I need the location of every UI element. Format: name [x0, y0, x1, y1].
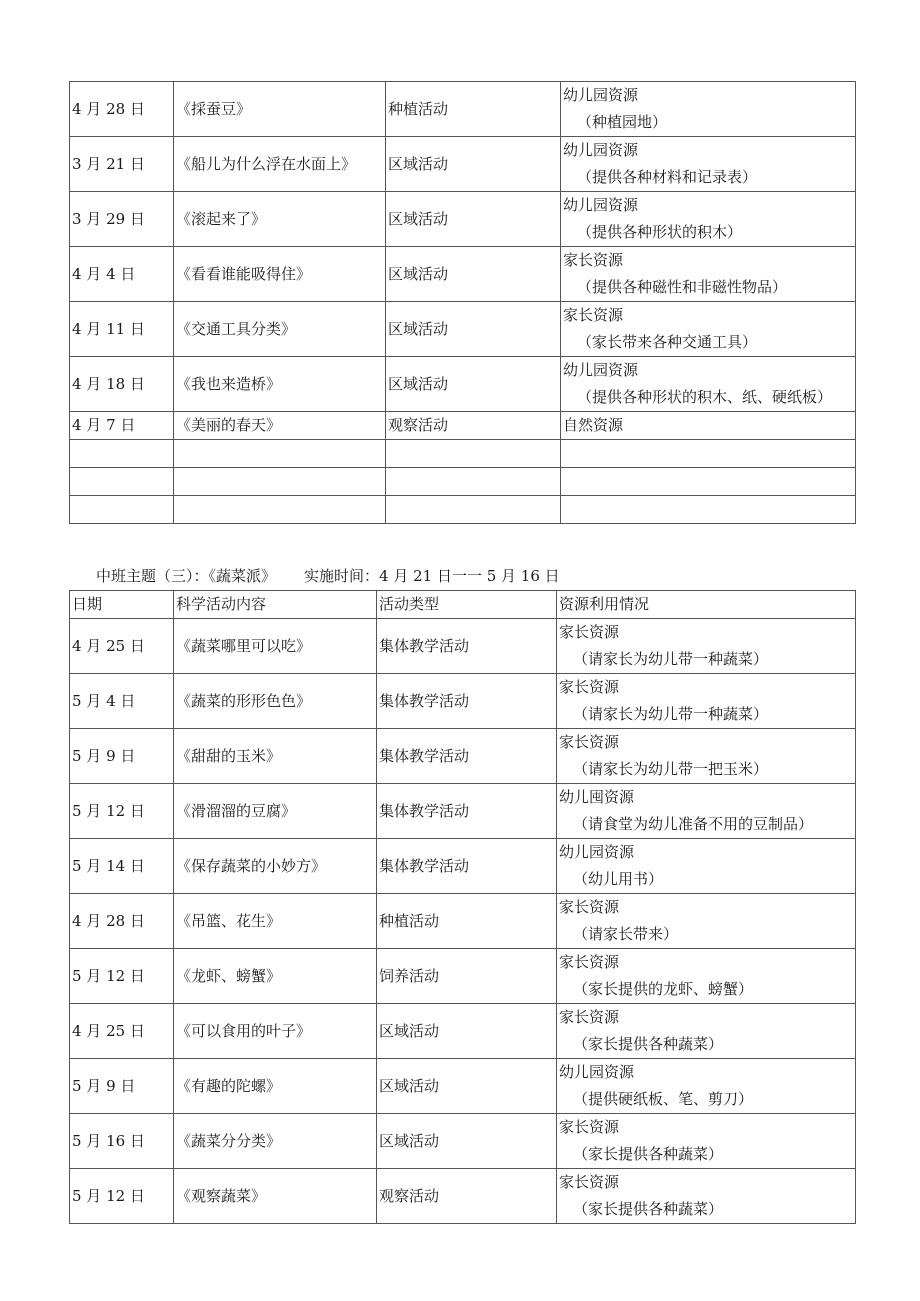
cell-content: 《交通工具分类》 [174, 302, 386, 357]
cell-date: 4 月 7 日 [70, 412, 174, 440]
empty-cell [561, 440, 856, 468]
cell-type: 集体教学活动 [377, 729, 557, 784]
table-row [70, 784, 856, 839]
resource-note: （家长提供各种蔬菜） [573, 1035, 724, 1053]
cell-content: 《採蚕豆》 [174, 82, 386, 137]
cell-content: 《蔬菜的形形色色》 [174, 674, 377, 729]
cell-type: 区域活动 [386, 247, 561, 302]
cell-content: 《甜甜的玉米》 [174, 729, 377, 784]
resource-note: （请家长带来） [573, 925, 679, 943]
section-caption [96, 565, 560, 586]
cell-type: 集体教学活动 [377, 784, 557, 839]
resource-note: （家长带来各种交通工具） [577, 333, 758, 351]
resource-note: （请食堂为幼儿准备不用的豆制品） [573, 815, 814, 833]
cell-date: 3 月 21 日 [70, 137, 174, 192]
cell-resource [557, 1114, 856, 1169]
table-row [70, 1114, 856, 1169]
empty-cell [70, 468, 174, 496]
resource-note: （提供各种形状的积木） [577, 223, 743, 241]
empty-cell [174, 440, 386, 468]
cell-content: 《蔬菜哪里可以吃》 [174, 619, 377, 674]
resource-source: 幼儿园资源 [559, 843, 635, 861]
cell-resource [557, 1169, 856, 1224]
table-row [70, 82, 856, 137]
cell-date: 4 月 28 日 [70, 82, 174, 137]
cell-content: 《美丽的春天》 [174, 412, 386, 440]
cell-resource [557, 784, 856, 839]
cell-type: 集体教学活动 [377, 619, 557, 674]
table-row [70, 192, 856, 247]
empty-cell [561, 496, 856, 524]
cell-date: 5 月 4 日 [70, 674, 174, 729]
cell-date: 4 月 25 日 [70, 1004, 174, 1059]
resource-note: （请家长为幼儿带一种蔬菜） [573, 705, 769, 723]
cell-content: 《滚起来了》 [174, 192, 386, 247]
cell-date: 4 月 4 日 [70, 247, 174, 302]
header-date: 日期 [70, 591, 174, 619]
cell-content: 《观察蔬菜》 [174, 1169, 377, 1224]
cell-resource [557, 894, 856, 949]
resource-source: 家长资源 [559, 1008, 620, 1026]
cell-type: 区域活动 [377, 1059, 557, 1114]
cell-resource [561, 82, 856, 137]
resource-note: （家长提供各种蔬菜） [573, 1145, 724, 1163]
cell-date: 3 月 29 日 [70, 192, 174, 247]
empty-cell [174, 496, 386, 524]
empty-cell [70, 496, 174, 524]
empty-cell [70, 440, 174, 468]
activity-table-1-body [70, 82, 856, 524]
table-row [70, 619, 856, 674]
resource-source: 幼儿园资源 [563, 86, 639, 104]
cell-type: 观察活动 [386, 412, 561, 440]
cell-date: 5 月 12 日 [70, 784, 174, 839]
cell-resource [561, 192, 856, 247]
resource-source: 自然资源 [563, 416, 624, 434]
resource-source: 幼儿囤资源 [559, 788, 635, 806]
resource-source: 家长资源 [563, 251, 624, 269]
cell-date: 4 月 11 日 [70, 302, 174, 357]
cell-content: 《看看谁能吸得住》 [174, 247, 386, 302]
cell-resource [557, 674, 856, 729]
header-content: 科学活动内容 [174, 591, 377, 619]
cell-type: 区域活动 [386, 302, 561, 357]
table-header-row [70, 591, 856, 619]
resource-source: 家长资源 [563, 306, 624, 324]
cell-resource [561, 247, 856, 302]
empty-cell [386, 496, 561, 524]
cell-type: 观察活动 [377, 1169, 557, 1224]
table-row [70, 1004, 856, 1059]
activity-table-1 [69, 81, 856, 524]
resource-source: 幼儿园资源 [563, 141, 639, 159]
cell-content: 《龙虾、螃蟹》 [174, 949, 377, 1004]
cell-date: 5 月 9 日 [70, 729, 174, 784]
empty-row [70, 496, 856, 524]
table-row [70, 357, 856, 412]
table-row [70, 674, 856, 729]
cell-resource [557, 839, 856, 894]
cell-content: 《蔬菜分分类》 [174, 1114, 377, 1169]
cell-type: 区域活动 [386, 137, 561, 192]
resource-source: 家长资源 [559, 678, 620, 696]
resource-source: 幼儿园资源 [563, 361, 639, 379]
resource-source: 家长资源 [559, 898, 620, 916]
activity-table-2-body [70, 619, 856, 1224]
cell-type: 区域活动 [377, 1114, 557, 1169]
table-row [70, 412, 856, 440]
cell-content: 《有趣的陀螺》 [174, 1059, 377, 1114]
cell-content: 《可以食用的叶子》 [174, 1004, 377, 1059]
cell-type: 种植活动 [386, 82, 561, 137]
table-row [70, 729, 856, 784]
cell-date: 4 月 25 日 [70, 619, 174, 674]
cell-resource [561, 412, 856, 440]
header-type: 活动类型 [377, 591, 557, 619]
cell-type: 区域活动 [386, 192, 561, 247]
resource-source: 幼儿园资源 [563, 196, 639, 214]
cell-date: 5 月 9 日 [70, 1059, 174, 1114]
empty-cell [386, 468, 561, 496]
resource-note: （提供各种磁性和非磁性物品） [577, 278, 788, 296]
table-row [70, 1169, 856, 1224]
table-row [70, 894, 856, 949]
empty-cell [561, 468, 856, 496]
activity-table-2 [69, 590, 856, 1224]
cell-content: 《保存蔬菜的小妙方》 [174, 839, 377, 894]
cell-type: 区域活动 [386, 357, 561, 412]
cell-resource [557, 729, 856, 784]
cell-date: 5 月 12 日 [70, 949, 174, 1004]
cell-resource [557, 1004, 856, 1059]
resource-note: （请家长为幼儿带一把玉米） [573, 760, 769, 778]
resource-note: （提供各种形状的积木、纸、硬纸板） [577, 388, 833, 406]
cell-resource [557, 949, 856, 1004]
cell-content: 《滑溜溜的豆腐》 [174, 784, 377, 839]
resource-note: （家长提供的龙虾、螃蟹） [573, 980, 754, 998]
resource-note: （幼儿用书） [573, 870, 664, 888]
cell-date: 4 月 28 日 [70, 894, 174, 949]
cell-date: 5 月 16 日 [70, 1114, 174, 1169]
cell-type: 集体教学活动 [377, 674, 557, 729]
table-row [70, 949, 856, 1004]
empty-cell [174, 468, 386, 496]
table-row [70, 839, 856, 894]
resource-note: （提供各种材料和记录表） [577, 168, 758, 186]
resource-note: （请家长为幼儿带一种蔬菜） [573, 650, 769, 668]
cell-type: 区域活动 [377, 1004, 557, 1059]
resource-note: （家长提供各种蔬菜） [573, 1200, 724, 1218]
resource-source: 家长资源 [559, 1173, 620, 1191]
cell-type: 集体教学活动 [377, 839, 557, 894]
cell-resource [557, 619, 856, 674]
empty-row [70, 468, 856, 496]
cell-resource [557, 1059, 856, 1114]
empty-row [70, 440, 856, 468]
resource-source: 幼儿园资源 [559, 1063, 635, 1081]
section-time: 实施时间：4 月 21 日一一 5 月 16 日 [304, 567, 560, 585]
resource-note: （提供硬纸板、笔、剪刀） [573, 1090, 754, 1108]
cell-date: 4 月 18 日 [70, 357, 174, 412]
cell-content: 《我也来造桥》 [174, 357, 386, 412]
cell-resource [561, 357, 856, 412]
cell-type: 种植活动 [377, 894, 557, 949]
table-row [70, 137, 856, 192]
header-resource: 资源利用情况 [557, 591, 856, 619]
cell-resource [561, 302, 856, 357]
empty-cell [386, 440, 561, 468]
resource-source: 家长资源 [559, 623, 620, 641]
cell-content: 《吊篮、花生》 [174, 894, 377, 949]
cell-date: 5 月 12 日 [70, 1169, 174, 1224]
resource-source: 家长资源 [559, 733, 620, 751]
section-theme: 中班主题（三）：《蔬菜派》 [96, 567, 277, 585]
resource-note: （种植园地） [577, 113, 668, 131]
resource-source: 家长资源 [559, 1118, 620, 1136]
resource-source: 家长资源 [559, 953, 620, 971]
cell-type: 饲养活动 [377, 949, 557, 1004]
cell-date: 5 月 14 日 [70, 839, 174, 894]
cell-resource [561, 137, 856, 192]
cell-content: 《船儿为什么浮在水面上》 [174, 137, 386, 192]
table-row [70, 247, 856, 302]
table-row [70, 302, 856, 357]
table-row [70, 1059, 856, 1114]
